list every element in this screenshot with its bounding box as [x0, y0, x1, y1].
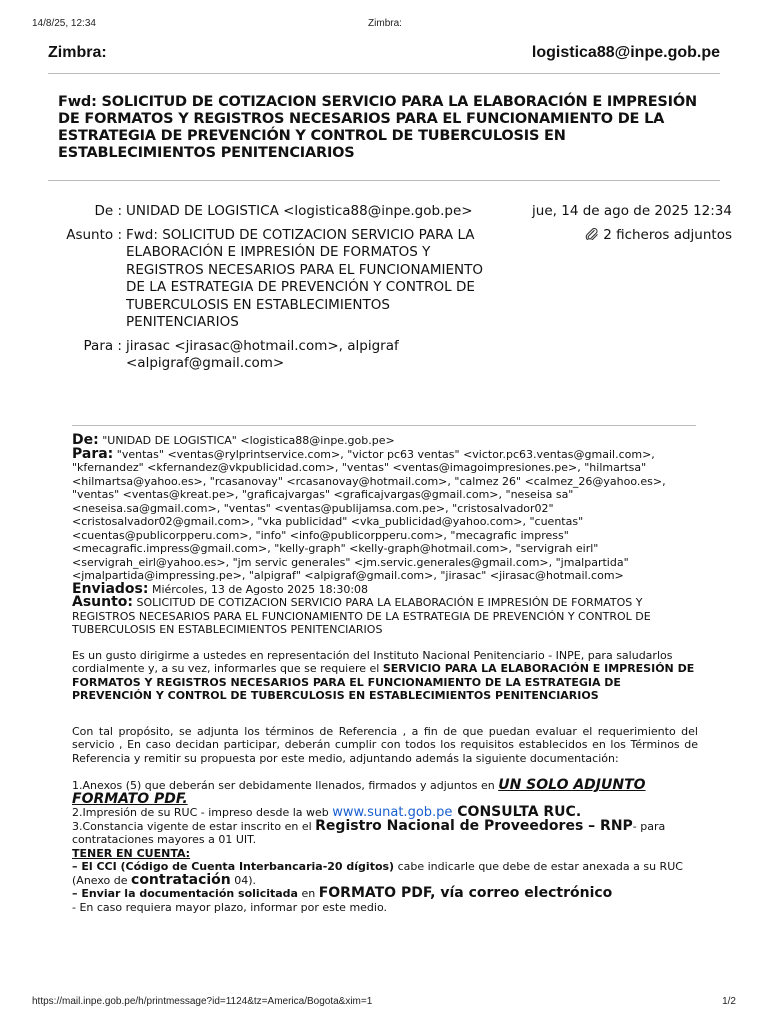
message-subject: Fwd: SOLICITUD DE COTIZACION SERVICIO PARA LA ELABORACIÓN E IMPRESIÓN DE FORMATOS Y REGISTROS NECESARIOS PARA EL FUNCIONAMIENTO DE LA ESTRATEGIA DE PREVENCIÓN Y CONTROL DE TUBERCULOSIS EN ESTABLECIMIENTOS PENITENCIARIOS	[58, 94, 697, 161]
fwd-sent-label: Enviados:	[72, 580, 149, 597]
tener-en-cuenta: TENER EN CUENTA:	[72, 846, 191, 860]
send-text: en	[297, 887, 319, 900]
fwd-subject-label: Asunto:	[72, 594, 134, 610]
requirement-3	[72, 817, 698, 847]
requirement-2-text: 2.Impresión de su RUC - impreso desde la web	[72, 806, 333, 819]
attachments-info[interactable]	[504, 227, 732, 332]
account-email: logistica88@inpe.gob.pe	[531, 44, 720, 61]
from-value: UNIDAD DE LOGISTICA <logistica88@inpe.gob.pe>	[126, 203, 473, 219]
from-label: De :	[94, 203, 122, 219]
fwd-subject	[72, 596, 698, 637]
requirement-3-text: 3.Constancia vigente de estar inscrito en el	[72, 819, 316, 833]
message-date: jue, 14 de ago de 2025 12:34	[532, 203, 732, 219]
to-value: jirasac <jirasac@hotmail.com>, alpigraf <alpigraf@gmail.com>	[126, 337, 399, 371]
intro-service-name: SERVICIO PARA LA ELABORACIÓN E IMPRESIÓN DE FORMATOS Y REGISTROS NECESARIOS PARA EL FUNCIONAMIENTO DE LA ESTRATEGIA DE PREVENCIÓN Y CONTROL DE TUBERCULOSIS EN ESTABLECIMIENTOS PENITENCIARIOS	[72, 662, 695, 702]
send-emphasis: – Enviar la documentación solicitada	[72, 887, 298, 900]
requirement-2-emphasis: CONSULTA RUC.	[452, 804, 582, 820]
fwd-to-value: "ventas" <ventas@rylprintservice.com>, "victor pc63 ventas" <victor.pc63.ventas@gmail.com>, "kfernandez" <kfernandez@vkpublicidad.com>, "ventas" <ventas@imagoimpresiones.pe>, "hilmartsa" <hilmartsa@yahoo.es>, "rcasanovay" <rcasanovay@hotmail.com>, "calmez 26" <calmez_26@yahoo.es>, "ventas" <ventas@kreat.pe>, "graficajvargas" <graficajvargas@gmail.com>, "neseisa sa" <neseisa.sa@gmail.com>, "ventas" <ventas@publijamsa.com.pe>, "cristosalvador02" <cristosalvador02@gmail.com>, "vka publicidad" <vka_publicidad@yahoo.com>, "cuentas" <cuentas@publicorpperu.com>, "info" <info@publicorpperu.com>, "mecagrafic impress" <mecagrafic.impress@gmail.com>, "kelly-graph" <kelly-graph@hotmail.com>, "servigrah eirl" <servigrah_eirl@yahoo.es>, "jm servic generales" <jm.servic.generales@gmail.com>, "jmalpartida" <jmalpartida@impressing.pe>, "alpigraf" <alpigraf@gmail.com>, "jirasac" <jirasac@hotmail.com>	[72, 447, 666, 582]
subject-divider	[48, 180, 720, 181]
header-divider	[48, 73, 720, 74]
paperclip-icon	[585, 228, 599, 240]
fwd-sent-value: Miércoles, 13 de Agosto 2025 18:30:08	[151, 582, 369, 596]
fwd-from	[72, 434, 698, 448]
cci-emphasis: – El CCI (Código de Cuenta Interbancaria-20 dígitos)	[72, 860, 395, 873]
intro-text: Es un gusto dirigirme a ustedes en representación del Instituto Nacional Penitenciario - INPE, para saludarlos cordialmente y, a su vez, informarles que se requiere el	[72, 648, 673, 675]
subject-value: Fwd: SOLICITUD DE COTIZACION SERVICIO PARA LA ELABORACIÓN E IMPRESIÓN DE FORMATOS Y REGISTROS NECESARIOS PARA EL FUNCIONAMIENTO DE LA ESTRATEGIA DE PREVENCIÓN Y CONTROL DE TUBERCULOSIS EN ESTABLECIMIENTOS PENITENCIARIOS	[126, 226, 483, 330]
extension-note: - En caso requiera mayor plazo, informar por este medio.	[72, 900, 388, 914]
fwd-from-value: "UNIDAD DE LOGISTICA" <logistica88@inpe.gob.pe>	[102, 434, 395, 447]
print-url: https://mail.inpe.gob.pe/h/printmessage?id=1124&tz=America/Bogota&xim=1	[32, 996, 373, 1007]
message-body	[72, 434, 698, 914]
page-number: 1/2	[722, 996, 736, 1007]
sunat-link[interactable]: www.sunat.gob.pe	[332, 805, 453, 820]
send-note	[72, 887, 698, 901]
cci-text: cabe indicarle que debe de estar anexada a su RUC (Anexo de	[72, 860, 683, 887]
fwd-from-label: De:	[72, 432, 99, 448]
cci-end: 04).	[230, 873, 257, 887]
intro-paragraph	[72, 649, 698, 703]
send-format: FORMATO PDF, vía correo electrónico	[318, 885, 613, 901]
brand-name: Zimbra:	[48, 44, 107, 61]
cci-contratacion: contratación	[131, 871, 231, 888]
purpose-paragraph: Con tal propósito, se adjunta los términos de Referencia , a fin de que puedan evaluar el requerimiento del servicio , En caso decidan participar, deberán cumplir con todos los requisitos establecidos en los Términos de Referencia y remitir su propuesta por este medio, adjuntando además la siguiente documentación:	[72, 724, 698, 765]
requirement-3-note: - para contrataciones mayores a 01 UIT.	[72, 819, 666, 846]
print-title: Zimbra:	[368, 18, 402, 29]
requirement-3-emphasis: Registro Nacional de Proveedores – RNP	[315, 817, 633, 834]
fwd-to-label: Para:	[72, 445, 114, 462]
body-divider	[72, 425, 696, 426]
to-label: Para :	[83, 337, 122, 354]
subject-label: Asunto :	[66, 226, 122, 243]
fwd-sent	[72, 580, 698, 597]
fwd-subject-value: SOLICITUD DE COTIZACION SERVICIO PARA LA ELABORACIÓN E IMPRESIÓN DE FORMATOS Y REGISTROS NECESARIOS PARA EL FUNCIONAMIENTO DE LA ESTRATEGIA DE PREVENCIÓN Y CONTROL DE TUBERCULOSIS EN ESTABLECIMIENTOS PENITENCIARIOS	[72, 596, 651, 636]
attachments-count: 2 ficheros adjuntos	[603, 226, 732, 243]
requirement-1	[72, 779, 698, 806]
cci-note	[72, 860, 698, 887]
requirement-1-emphasis: UN SOLO ADJUNTO FORMATO PDF.	[72, 777, 646, 807]
message-meta	[52, 203, 732, 373]
print-datetime: 14/8/25, 12:34	[32, 18, 96, 29]
fwd-to	[72, 445, 698, 583]
requirement-1-text: 1.Anexos (5) que deberán ser debidamente llenados, firmados y adjuntos en	[72, 779, 499, 792]
